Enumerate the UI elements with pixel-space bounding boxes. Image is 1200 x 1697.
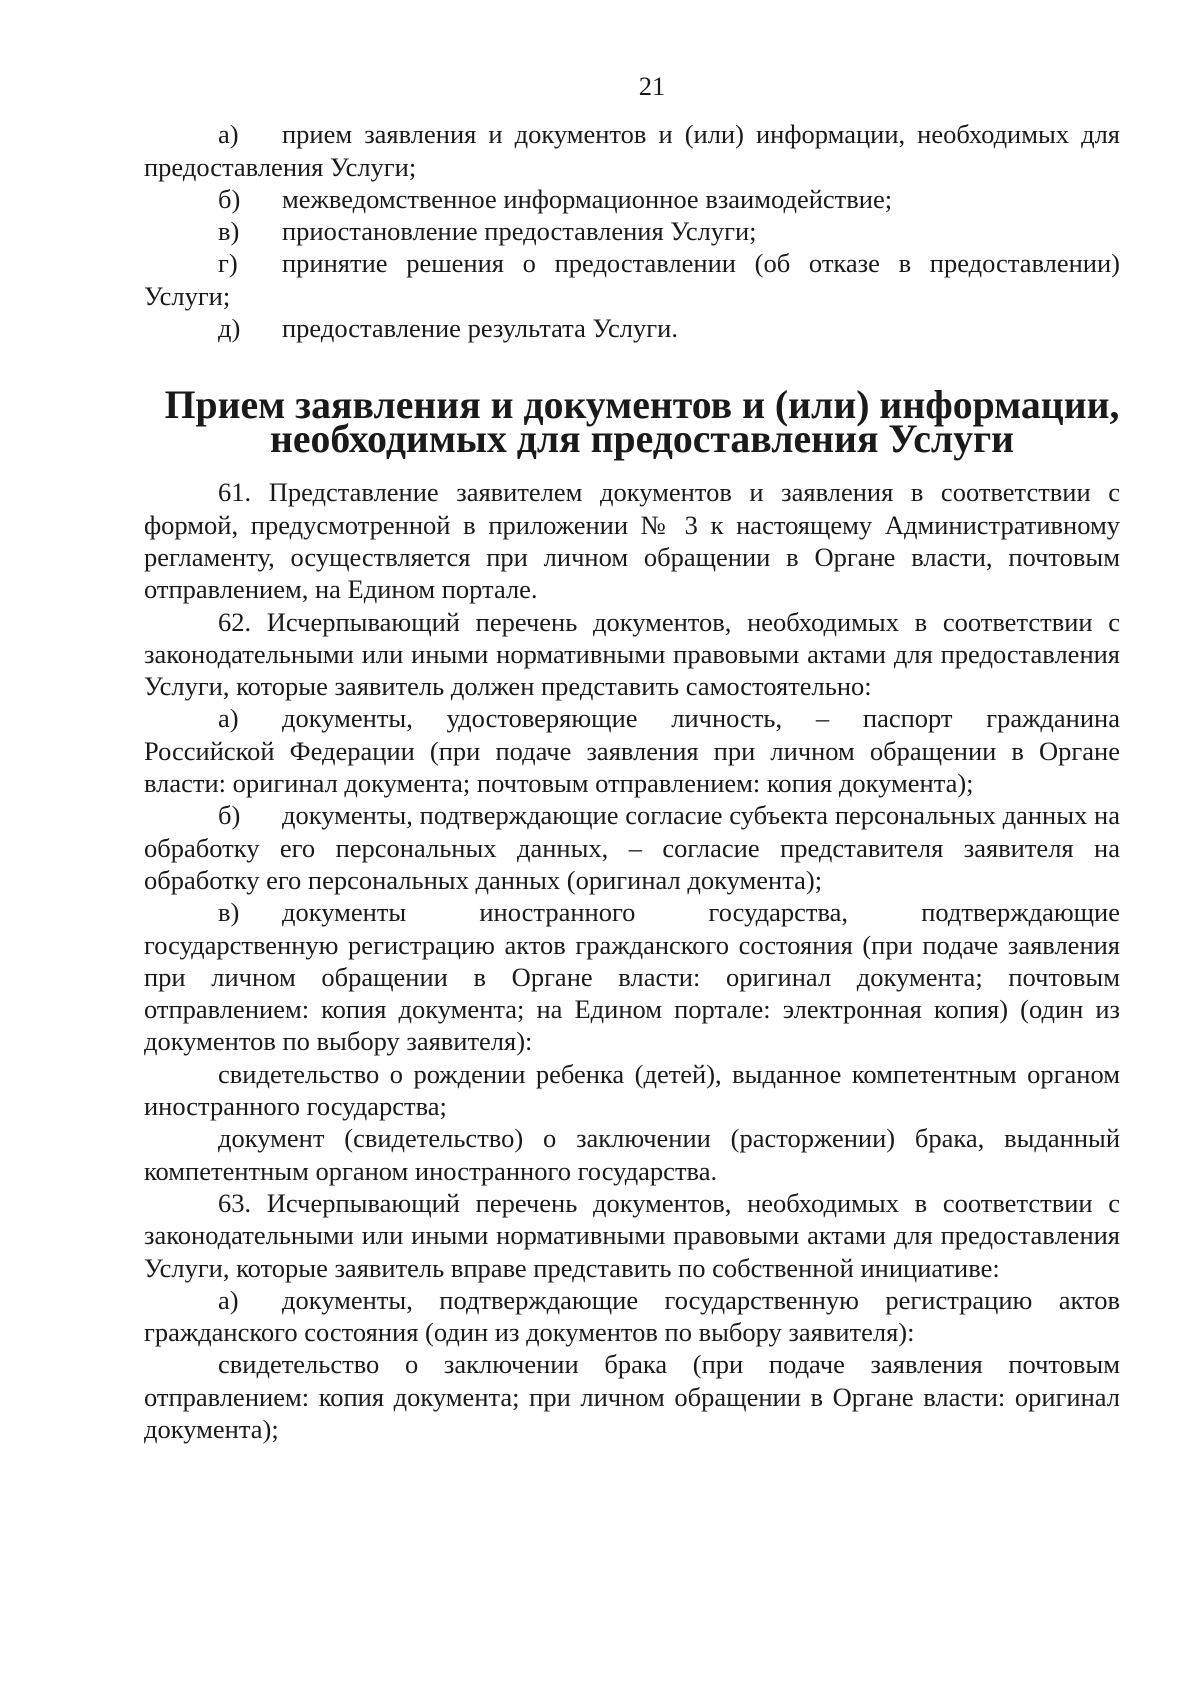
item-marker: а) [218,703,239,734]
paragraph-62-item-v [144,896,1120,1057]
paragraph-63-item-a [144,1284,1120,1349]
paragraph-62: 62. Исчерпывающий перечень документов, необходимых в соответствии с законодательными или иными нормативными правовыми актами для предоставления Услуги, которые заявитель должен представить самостоятельно: [144,606,1120,702]
paragraph-62-v-subitem-2: документ (свидетельство) о заключении (расторжении) брака, выданный компетентным органом иностранного государства. [144,1123,1120,1186]
item-marker: в) [218,897,240,928]
item-marker: г) [218,248,238,279]
paragraph-62-item-a [144,702,1120,799]
stage-item-b [144,183,1120,215]
item-text: принятие решения о предоставлении (об отказе в предоставлении) Услуги; [144,248,1120,311]
item-text: документы, удостоверяющие личность, – паспорт гражданина Российской Федерации (при подаче заявления при личном обращении в Органе власти: оригинал документа; почтовым отправлением: копия документа); [144,703,1120,799]
stage-item-g [144,247,1120,312]
item-text: приостановление предоставления Услуги; [282,216,757,247]
stages-list [144,118,1120,344]
item-marker: в) [218,216,240,247]
item-text: предоставление результата Услуги. [282,313,678,344]
stage-item-v [144,215,1120,247]
section-heading: Прием заявления и документов и (или) информации, необходимых для предоставления Услуги [164,383,1120,462]
item-text: прием заявления и документов и (или) информации, необходимых для предоставления Услуги; [144,119,1120,182]
item-text: документы, подтверждающие согласие субъекта персональных данных на обработку его персональных данных, – согласие представителя заявителя на обработку его персональных данных (оригинал документа); [144,800,1120,895]
paragraph-63: 63. Исчерпывающий перечень документов, необходимых в соответствии с законодательными или иными нормативными правовыми актами для предоставления Услуги, которые заявитель вправе представить по собственной инициативе: [144,1187,1120,1283]
page-number: 21 [638,71,666,101]
paragraph-62-v-subitem-1: свидетельство о рождении ребенка (детей), выданное компетентным органом иностранного государства; [144,1058,1120,1122]
stage-item-d [144,312,1120,344]
paragraph-63-a-subitem-1: свидетельство о заключении брака (при подаче заявления почтовым отправлением: копия документа; при личном обращении в Органе власти: оригинал документа); [144,1349,1120,1444]
item-marker: б) [218,183,241,214]
item-text: документы, подтверждающие государственную регистрацию актов гражданского состояния (один из документов по выбору заявителя): [144,1284,1120,1348]
item-text: документы иностранного государства, подтверждающие государственную регистрацию актов гражданского состояния (при подаче заявления при личном обращении в Органе власти: оригинал документа; почтовым отправлением: копия документа; на Едином портале: электронная копия) (один из документов по выбору заявителя): [144,897,1120,1057]
item-marker: б) [218,800,241,831]
item-marker: д) [218,313,241,344]
paragraph-61: 61. Представление заявителем документов и заявления в соответствии с формой, предусмотренной в приложении № 3 к настоящему Административному регламенту, осуществляется при личном обращении в Органе власти, почтовым отправлением, на Едином портале. [144,477,1120,605]
item-marker: а) [218,119,239,150]
item-marker: а) [218,1284,239,1315]
document-page [144,70,1120,1445]
item-text: межведомственное информационное взаимодействие; [282,183,893,214]
stage-item-a [144,118,1120,183]
paragraph-62-item-b [144,799,1120,896]
